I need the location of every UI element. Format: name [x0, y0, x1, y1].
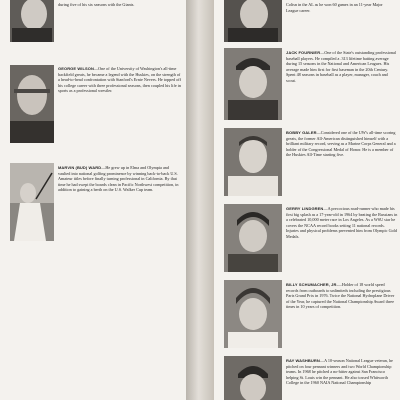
bio-jack-fournier	[286, 50, 398, 108]
bio-text: —A 10-season National League veteran, he pitched on four pennant winners and two World Championship teams. In 1968 he pitched a no-hitter against San Francisco helping St. Louis win the pennant. He also tossed Whitworth College in the 1960 NAIA National Championship	[286, 358, 393, 386]
bio-billy-schumacher-jr	[286, 282, 398, 336]
portrait-photo-icon	[10, 0, 54, 42]
portrait-photo-9	[224, 356, 282, 400]
bio-gerry-lindgren	[286, 206, 398, 266]
portrait-photo-6	[224, 128, 282, 196]
portrait-photo-8	[224, 280, 282, 348]
bio-text: —Holder of 18 world speed records from outboards to unlimiteds including the prestigious Paris Grand Prix in 1976. Twice the National Hydroplane Driver of the Year, he captured the National Championship Award three times in 10 years of competition.	[286, 282, 395, 310]
portrait-photo-3	[10, 163, 54, 241]
bio-george-wilson	[58, 66, 182, 126]
portrait-photo-icon	[224, 0, 282, 42]
bio-partial-top-left	[58, 2, 180, 22]
bio-name: MARVIN (BUD) WARD	[58, 165, 102, 170]
bio-bobby-galer	[286, 130, 398, 184]
bio-text: —A precocious road-runner who made his first big splash as a 17-year-old in 1964 by beating the Russians in a celebrated 10,000 meter race in Los Angeles. As a WSU star he covers the NCAA record books setting 11 national records. Injuries and physical problems prevented him from Olympic Gold Medals.	[286, 206, 398, 239]
bio-name: JACK FOURNIER	[286, 50, 321, 55]
bio-text: —Considered one of the UW's all-time scoring greats, the former All-American distinguished himself with a brilliant military record, serving as a Marine Corps General and a holder of the Congressional Medal of Honor. He is a member of the Huskies All-Time starting five.	[286, 130, 396, 158]
bio-text: —One of the State's outstanding professional baseball players. He compiled a .313 lifetime batting average during 15 seasons in the National and American Leagues. His average made him first for first baseman in the 20th Century. Spent 48 seasons in baseball as a player, manager, coach and scout.	[286, 50, 396, 83]
bio-text: during five of his six seasons with the Giants.	[58, 2, 135, 7]
right-page	[214, 0, 400, 400]
bio-name: RAY WASHBURN	[286, 358, 320, 363]
portrait-photo-7	[224, 204, 282, 272]
bio-text: —One of the University of Washington's all-time backfield greats, he became a legend with the Huskies, on the strength of a head-to-head confrontation with Stanford's Ernie Nevers. He topped off his college career with three professional seasons, then coupled his life in sports as a professional wrestler.	[58, 66, 182, 94]
portrait-photo-5	[224, 48, 282, 120]
bio-partial-top-right	[286, 2, 396, 22]
portrait-photo-icon	[224, 356, 282, 400]
portrait-photo-4	[224, 0, 282, 42]
bio-name: BILLY SCHUMACHER, JR.	[286, 282, 338, 287]
bio-ray-washburn	[286, 358, 398, 400]
portrait-photo-icon	[10, 163, 54, 241]
portrait-photo-icon	[224, 280, 282, 348]
book-gutter	[186, 0, 214, 400]
bio-name: GEORGE WILSON	[58, 66, 94, 71]
bio-marvin-bud-ward	[58, 165, 182, 225]
bio-name: BOBBY GALER	[286, 130, 317, 135]
portrait-photo-icon	[224, 204, 282, 272]
portrait-photo-2	[10, 65, 54, 143]
bio-name: GERRY LINDGREN	[286, 206, 324, 211]
portrait-photo-1	[10, 0, 54, 42]
portrait-photo-icon	[224, 48, 282, 120]
portrait-photo-icon	[10, 65, 54, 143]
bio-text: —He grew up in Elma and Olympia and vaulted into national golfing prominence by winning back-to-back U.S. Amateur titles before finally turning professional in California. By that time he had swept the boards clean in Pacific Northwest competition, in addition to gaining a berth on the U.S. Walker Cup team.	[58, 165, 179, 193]
left-page	[0, 0, 186, 400]
portrait-photo-icon	[224, 128, 282, 196]
bio-text: Coltsn in the AL as he won 60 games in an 11-year Major League career.	[286, 2, 383, 13]
